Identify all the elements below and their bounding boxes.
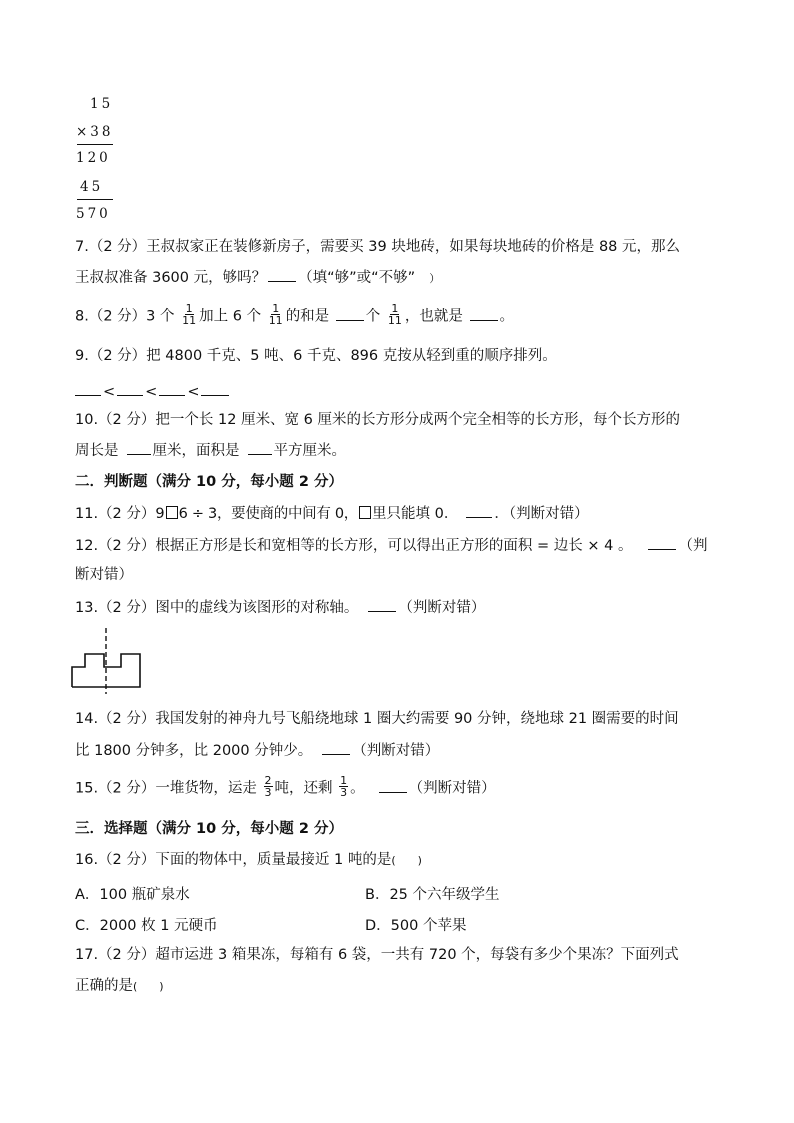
q13-text-1: 13.（2 分）图中的虚线为该图形的对称轴。	[75, 600, 359, 616]
calc-row-1: 15	[90, 96, 114, 112]
q8-line	[75, 302, 515, 328]
q10-line-2	[75, 440, 346, 461]
q8-fraction-3: $\frac{1}{11}$	[387, 302, 402, 327]
q7-line-2	[75, 267, 440, 289]
calc-row-2: ×38	[76, 124, 114, 140]
q8-text-1: 8.（2 分）3 个	[75, 308, 175, 325]
q8-text-2: 加上 6 个	[199, 308, 262, 325]
q11-text-1: 11.（2 分）9	[75, 506, 165, 522]
q15-fraction-1: $\frac{2}{3}$	[264, 774, 272, 799]
q16-line	[75, 850, 422, 871]
calc-row-5: 570	[76, 206, 111, 222]
q14-line-1: 14.（2 分）我国发射的神舟九号飞船绕地球 1 圈大约需要 90 分钟，绕地球 21 圈需要的时间	[75, 711, 679, 727]
q7-text: 王叔叔准备 3600 元，够吗？	[75, 270, 267, 286]
q14-text-2: （判断对错）	[352, 743, 440, 759]
q15-text-3: 。	[350, 780, 365, 797]
calc-row-4: 45	[80, 179, 104, 195]
q14-blank[interactable]	[322, 740, 350, 755]
q8-text-6: 。	[499, 308, 515, 325]
q11-box-2	[359, 506, 371, 519]
q15-text-4: （判断对错）	[408, 780, 496, 797]
q15-line	[75, 774, 496, 800]
q14-text-1: 比 1800 分钟多，比 2000 分钟少。	[75, 743, 313, 759]
q7-hint-close: ）	[429, 272, 441, 285]
q10-text-3: 平方厘米。	[273, 443, 346, 459]
q10-line-1: 10.（2 分）把一个长 12 厘米、宽 6 厘米的长方形分成两个完全相等的长方形，每个长方形的	[75, 412, 681, 428]
q7-hint: （填“够”或“不够”	[298, 270, 416, 286]
q8-fraction-1: $\frac{1}{11}$	[182, 302, 197, 327]
q13-line	[75, 597, 485, 618]
q17-answer-paren[interactable]: ( )	[133, 980, 164, 993]
q8-blank-1[interactable]	[336, 306, 364, 321]
q9-line-1: 9.（2 分）把 4800 千克、5 吨、6 千克、896 克按从轻到重的顺序排列。	[75, 348, 557, 364]
less-than-1: <	[103, 384, 116, 400]
q8-text-5: ，也就是	[404, 308, 463, 325]
q13-text-2: （判断对错）	[398, 600, 486, 616]
q11-line	[75, 503, 589, 524]
q8-blank-2[interactable]	[470, 306, 498, 321]
q10-blank-1[interactable]	[127, 440, 151, 455]
q17-line-1: 17.（2 分）超市运进 3 箱果冻，每箱有 6 袋，一共有 720 个，每袋有多少个果冻？下面列式	[75, 947, 679, 963]
calc-divider-1	[77, 144, 113, 145]
q11-box-1	[166, 506, 178, 519]
q9-blank-2[interactable]	[117, 381, 143, 396]
q16-option-d[interactable]: D．500 个苹果	[365, 918, 467, 934]
q9-blank-3[interactable]	[159, 381, 185, 396]
symmetry-figure	[70, 626, 146, 694]
q9-line-2	[75, 381, 231, 402]
q11-text-3: 里只能填 0．	[371, 506, 459, 522]
q14-line-2	[75, 740, 439, 761]
q16-answer-paren[interactable]: ( )	[391, 854, 422, 867]
less-than-3: <	[187, 384, 200, 400]
calc-row-3: 120	[76, 150, 111, 166]
q12-line-2: 断对错）	[75, 567, 133, 583]
q11-text-4: ．（判断对错）	[494, 506, 589, 522]
q10-blank-2[interactable]	[248, 440, 272, 455]
q17-text: 正确的是	[75, 978, 133, 994]
q16-text: 16.（2 分）下面的物体中，质量最接近 1 吨的是	[75, 852, 392, 868]
q17-line-2	[75, 976, 164, 997]
q12-blank[interactable]	[648, 535, 676, 550]
q15-blank[interactable]	[379, 778, 407, 793]
q11-blank[interactable]	[466, 503, 492, 518]
section-2-title: 二．判断题（满分 10 分，每小题 2 分）	[75, 474, 343, 490]
q10-text-2: 厘米，面积是	[152, 443, 240, 459]
q12-text-2: （判	[678, 538, 708, 554]
q16-option-c[interactable]: C．2000 枚 1 元硬币	[75, 918, 218, 934]
q13-blank[interactable]	[368, 597, 396, 612]
section-3-title: 三．选择题（满分 10 分，每小题 2 分）	[75, 821, 343, 837]
calc-divider-2	[77, 199, 113, 200]
q16-option-b[interactable]: B．25 个六年级学生	[365, 887, 500, 903]
q7-answer-blank[interactable]	[268, 267, 296, 282]
q15-text-2: 吨，还剩	[274, 780, 333, 797]
q8-text-3: 的和是	[285, 308, 330, 325]
q11-text-2: 6 ÷ 3，要使商的中间有 0，	[178, 506, 358, 522]
q8-text-4: 个	[365, 308, 381, 325]
q7-line-1: 7.（2 分）王叔叔家正在装修新房子，需要买 39 块地砖，如果每块地砖的价格是 88 元，那么	[75, 239, 681, 255]
q16-option-a[interactable]: A．100 瓶矿泉水	[75, 887, 190, 903]
q15-fraction-2: $\frac{1}{3}$	[340, 774, 348, 799]
q12-line-1	[75, 535, 707, 556]
q10-text-1: 周长是	[75, 443, 119, 459]
q8-fraction-2: $\frac{1}{11}$	[268, 302, 283, 327]
q15-text-1: 15.（2 分）一堆货物，运走	[75, 780, 257, 797]
less-than-2: <	[145, 384, 158, 400]
q12-text-1: 12.（2 分）根据正方形是长和宽相等的长方形，可以得出正方形的面积 = 边长 × 4 。	[75, 538, 633, 554]
q9-blank-1[interactable]	[75, 381, 101, 396]
q9-blank-4[interactable]	[201, 381, 229, 396]
